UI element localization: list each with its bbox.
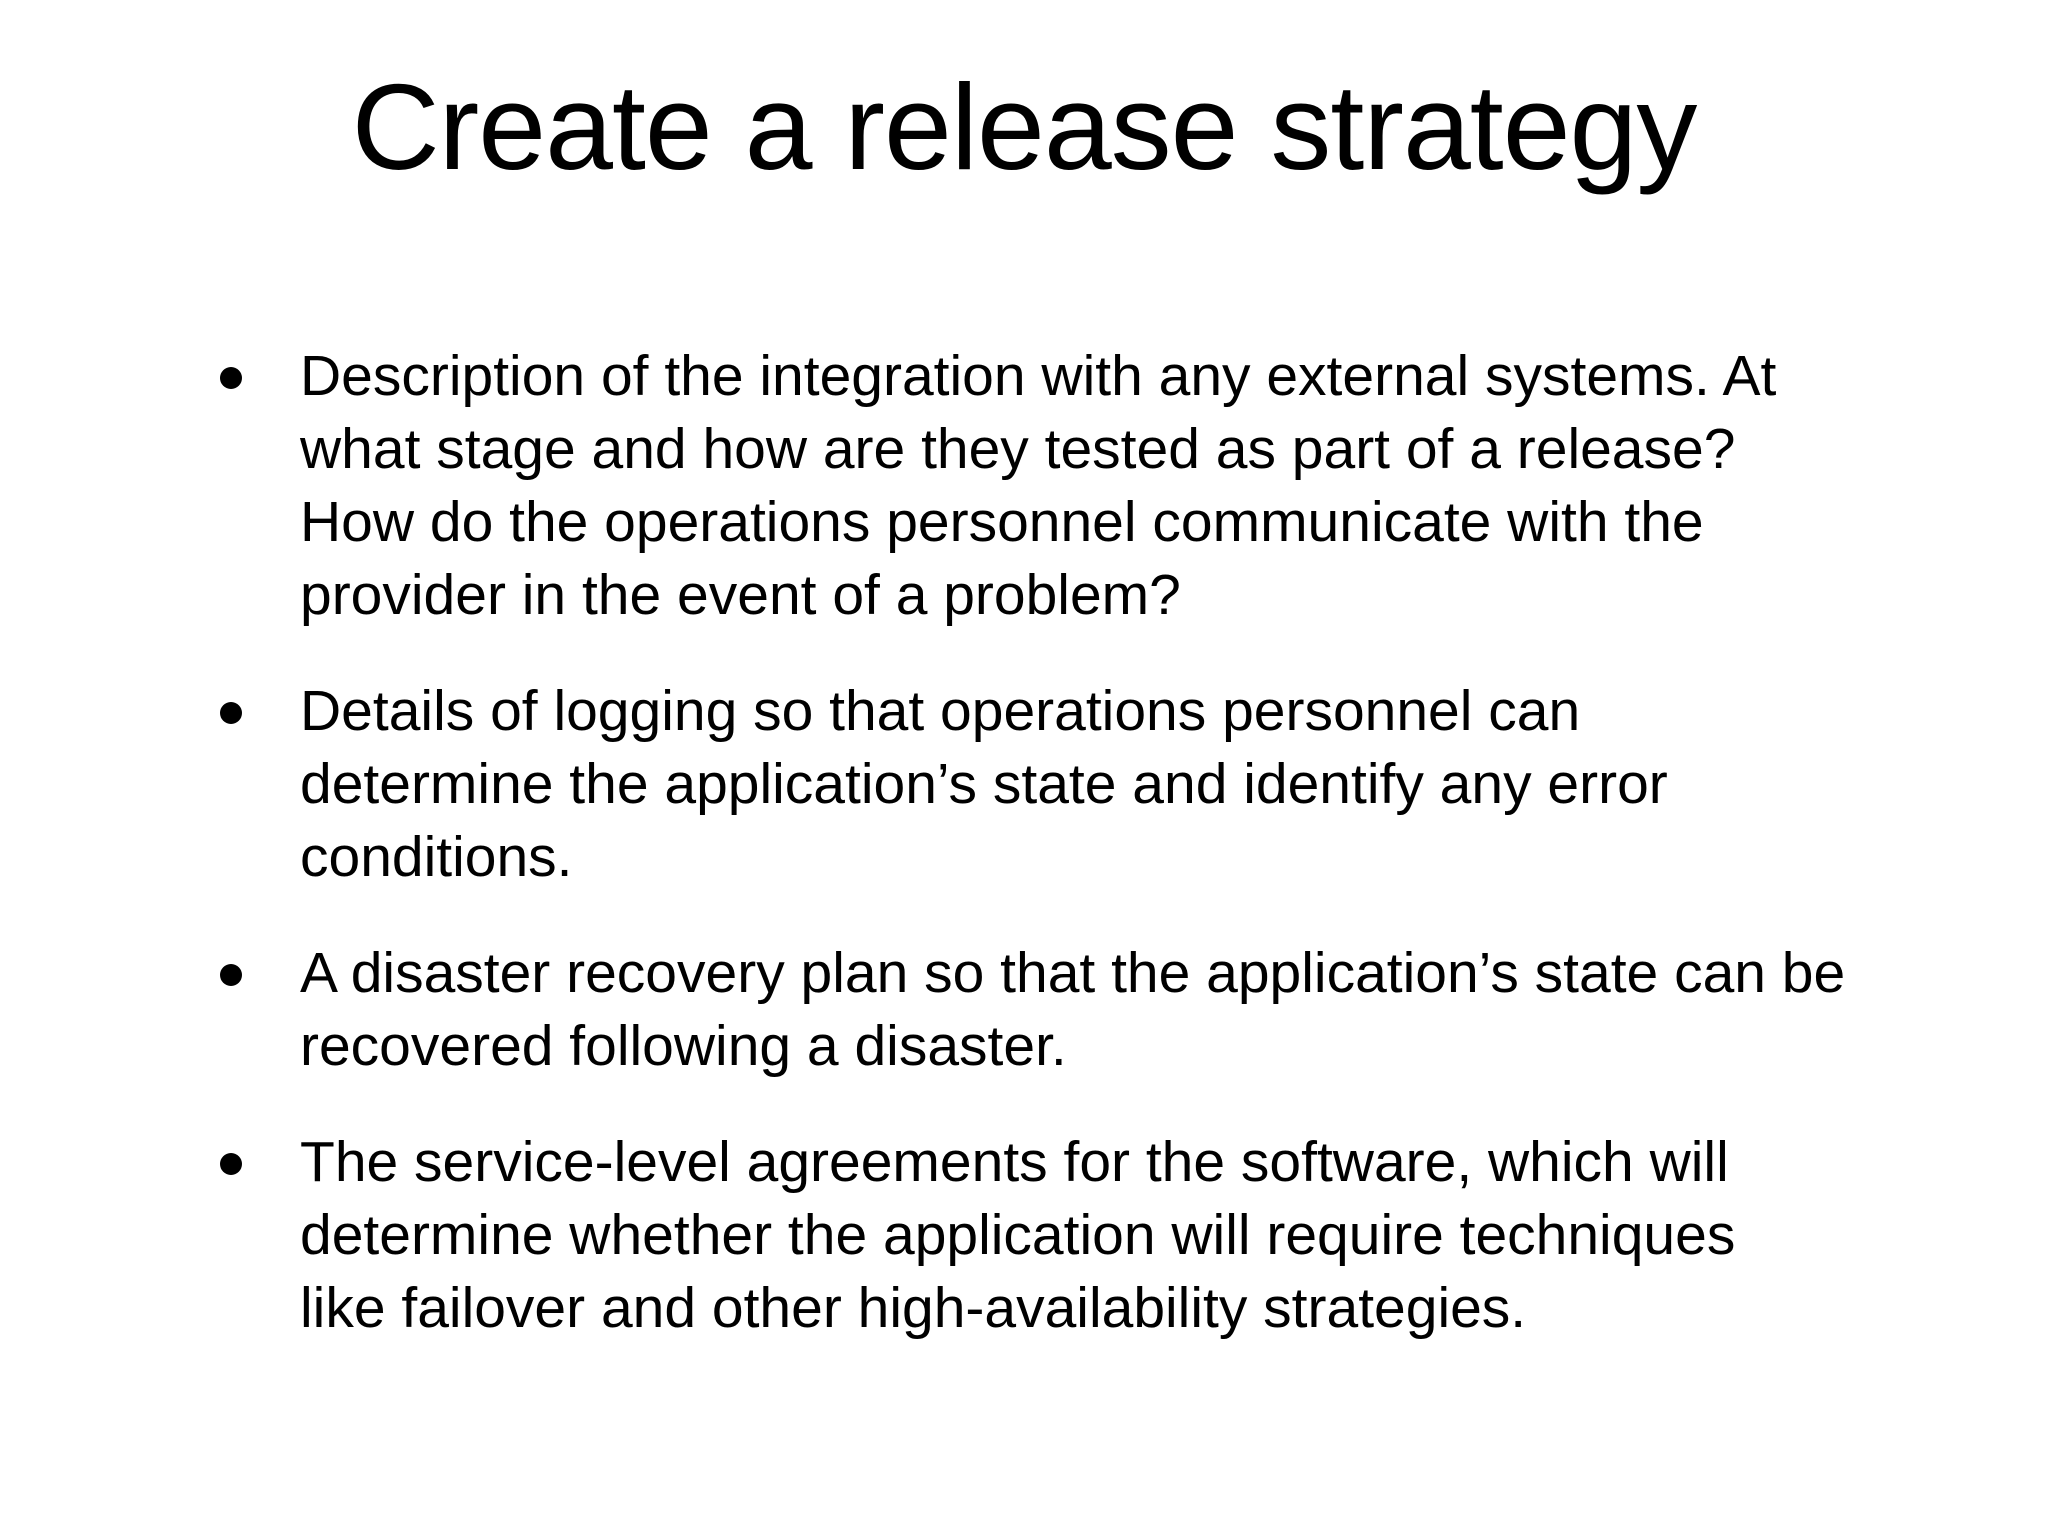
bullet-dot-icon [220,702,242,724]
bullet-text [300,937,1925,1083]
bullet-line: How do the operations personnel communicate with the [300,490,1704,554]
bullet-line: determine whether the application will require techniques [300,1203,1736,1267]
bullet-line: Description of the integration with any external systems. At [300,344,1777,408]
bullet-line: The service-level agreements for the software, which will [300,1130,1729,1194]
bullet-line: determine the application’s state and identify any error [300,752,1668,816]
bullet-line: like failover and other high-availability strategies. [300,1276,1527,1340]
bullet-line: conditions. [300,825,573,889]
bullet-item [205,937,1925,1083]
bullet-list [205,340,1925,1388]
bullet-dot-icon [220,1153,242,1175]
bullet-line: what stage and how are they tested as part of a release? [300,417,1736,481]
bullet-line: A disaster recovery plan so that the application’s state can be [300,941,1846,1005]
bullet-item [205,675,1925,894]
bullet-line: provider in the event of a problem? [300,563,1181,627]
bullet-item [205,1126,1925,1345]
bullet-text [300,675,1925,894]
bullet-text [300,340,1925,632]
bullet-item [205,340,1925,632]
bullet-line: Details of logging so that operations personnel can [300,679,1581,743]
bullet-dot-icon [220,367,242,389]
bullet-dot-icon [220,964,242,986]
bullet-text [300,1126,1925,1345]
slide-title: Create a release strategy [351,59,1697,195]
bullet-line: recovered following a disaster. [300,1014,1067,1078]
